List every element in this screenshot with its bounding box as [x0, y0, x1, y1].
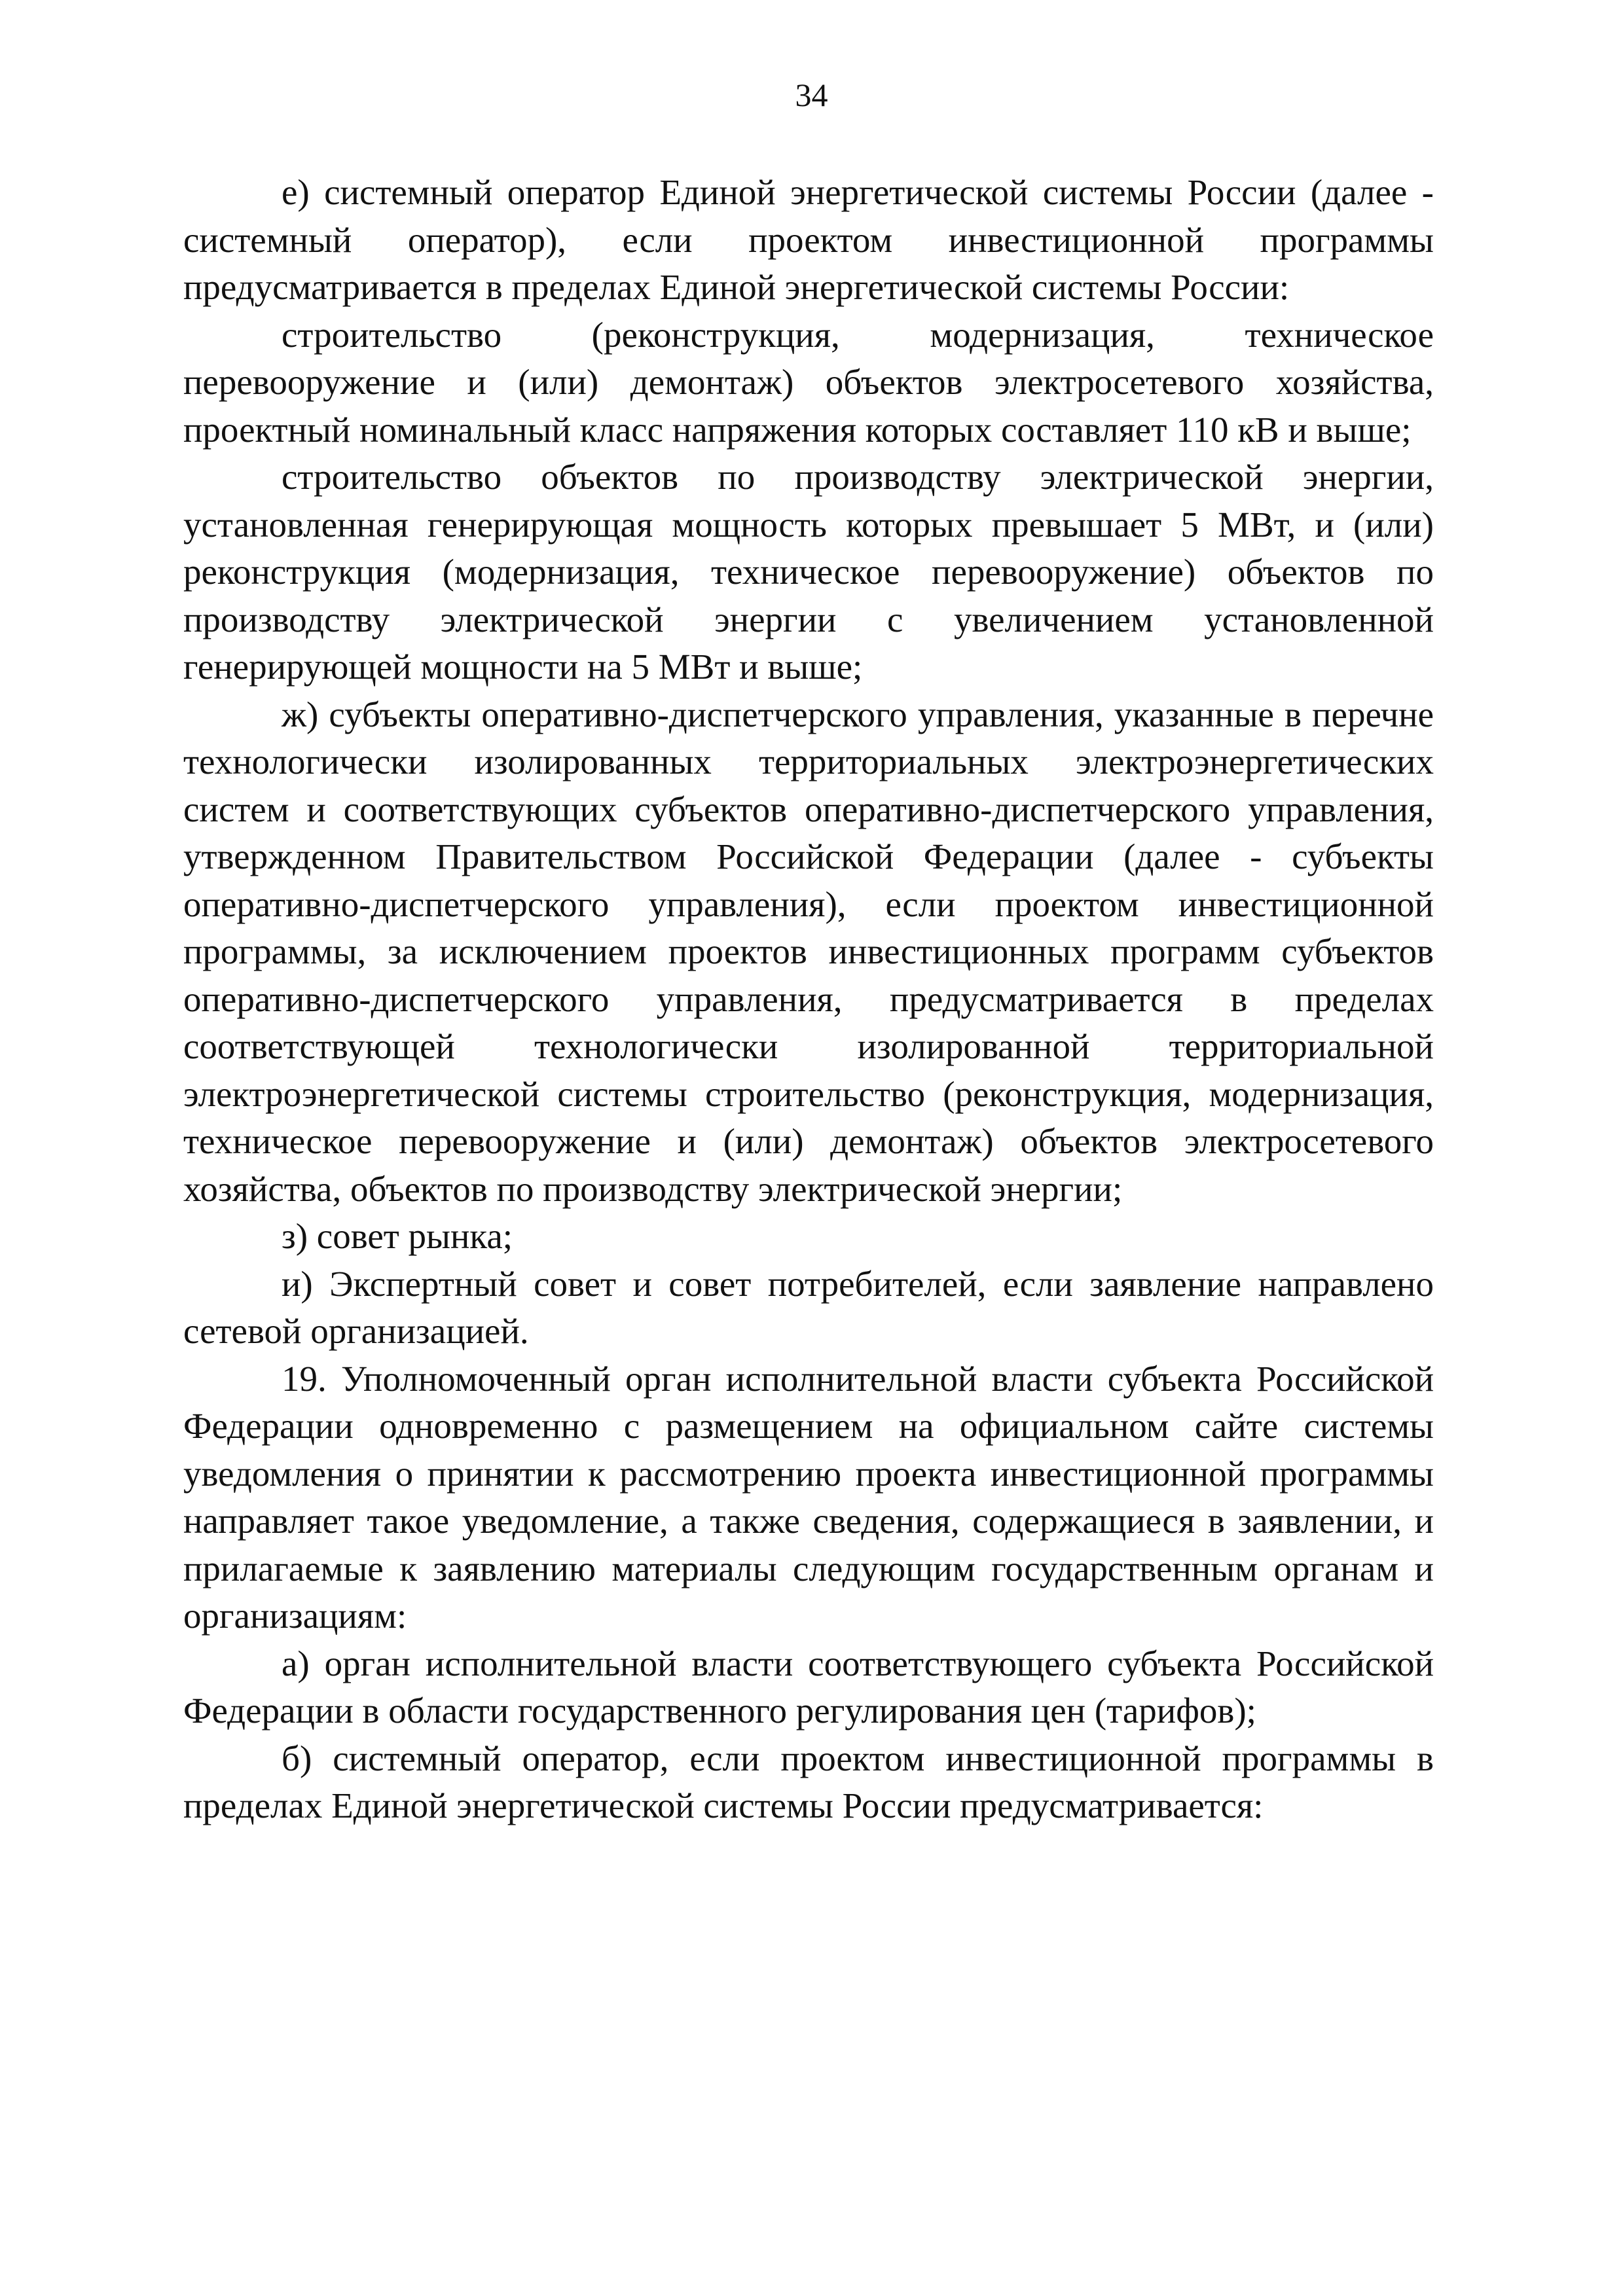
document-body: [183, 169, 1434, 1830]
paragraph-grid-construction: строительство (реконструкция, модернизация, техническое перевооружение и (или) демонтаж) объектов электросетевого хозяйства, проектный номинальный класс напряжения которых составляет 110 кВ и выше;: [183, 314, 1434, 450]
paragraph-a-tariff-authority: а) орган исполнительной власти соответствующего субъекта Российской Федерации в области государственного регулирования цен (тарифов);: [183, 1643, 1434, 1731]
paragraph-i-expert-council: и) Экспертный совет и совет потребителей, если заявление направлено сетевой организацией.: [183, 1263, 1434, 1351]
paragraph-zh-dispatch-entities: ж) субъекты оперативно-диспетчерского управления, указанные в перечне технологически изолированных территориальных электроэнергетических систем и соответствующих субъектов оперативно-диспетчерского управления, утвержденном Правительством Российской Федерации (далее - субъекты оперативно-диспетчерского управления), если проектом инвестиционной программы, за исключением проектов инвестиционных программ субъектов оперативно-диспетчерского управления, предусматривается в пределах соответствующей технологически изолированной территориальной электроэнергетической системы строительство (реконструкция, модернизация, техническое перевооружение и (или) демонтаж) объектов электросетевого хозяйства, объектов по производству электрической энергии;: [183, 694, 1434, 1209]
paragraph-b-system-operator: б) системный оператор, если проектом инвестиционной программы в пределах Единой энергетической системы России предусматривается:: [183, 1738, 1434, 1825]
paragraph-generation-construction: строительство объектов по производству электрической энергии, установленная генерирующая мощность которых превышает 5 МВт, и (или) реконструкция (модернизация, техническое перевооружение) объектов по производству электрической энергии с увеличением установленной генерирующей мощности на 5 МВт и выше;: [183, 457, 1434, 687]
paragraph-19-authority-notice: 19. Уполномоченный орган исполнительной власти субъекта Российской Федерации одновременно с размещением на официальном сайте системы уведомления о принятии к рассмотрению проекта инвестиционной программы направляет такое уведомление, а также сведения, содержащиеся в заявлении, и прилагаемые к заявлению материалы следующим государственным органам и организациям:: [183, 1358, 1434, 1636]
paragraph-z-market-council: з) совет рынка;: [282, 1216, 513, 1256]
page-number: 34: [795, 77, 828, 113]
paragraph-e-system-operator: е) системный оператор Единой энергетической системы России (далее - системный оператор), если проектом инвестиционной программы предусматривается в пределах Единой энергетической системы России:: [183, 172, 1434, 307]
